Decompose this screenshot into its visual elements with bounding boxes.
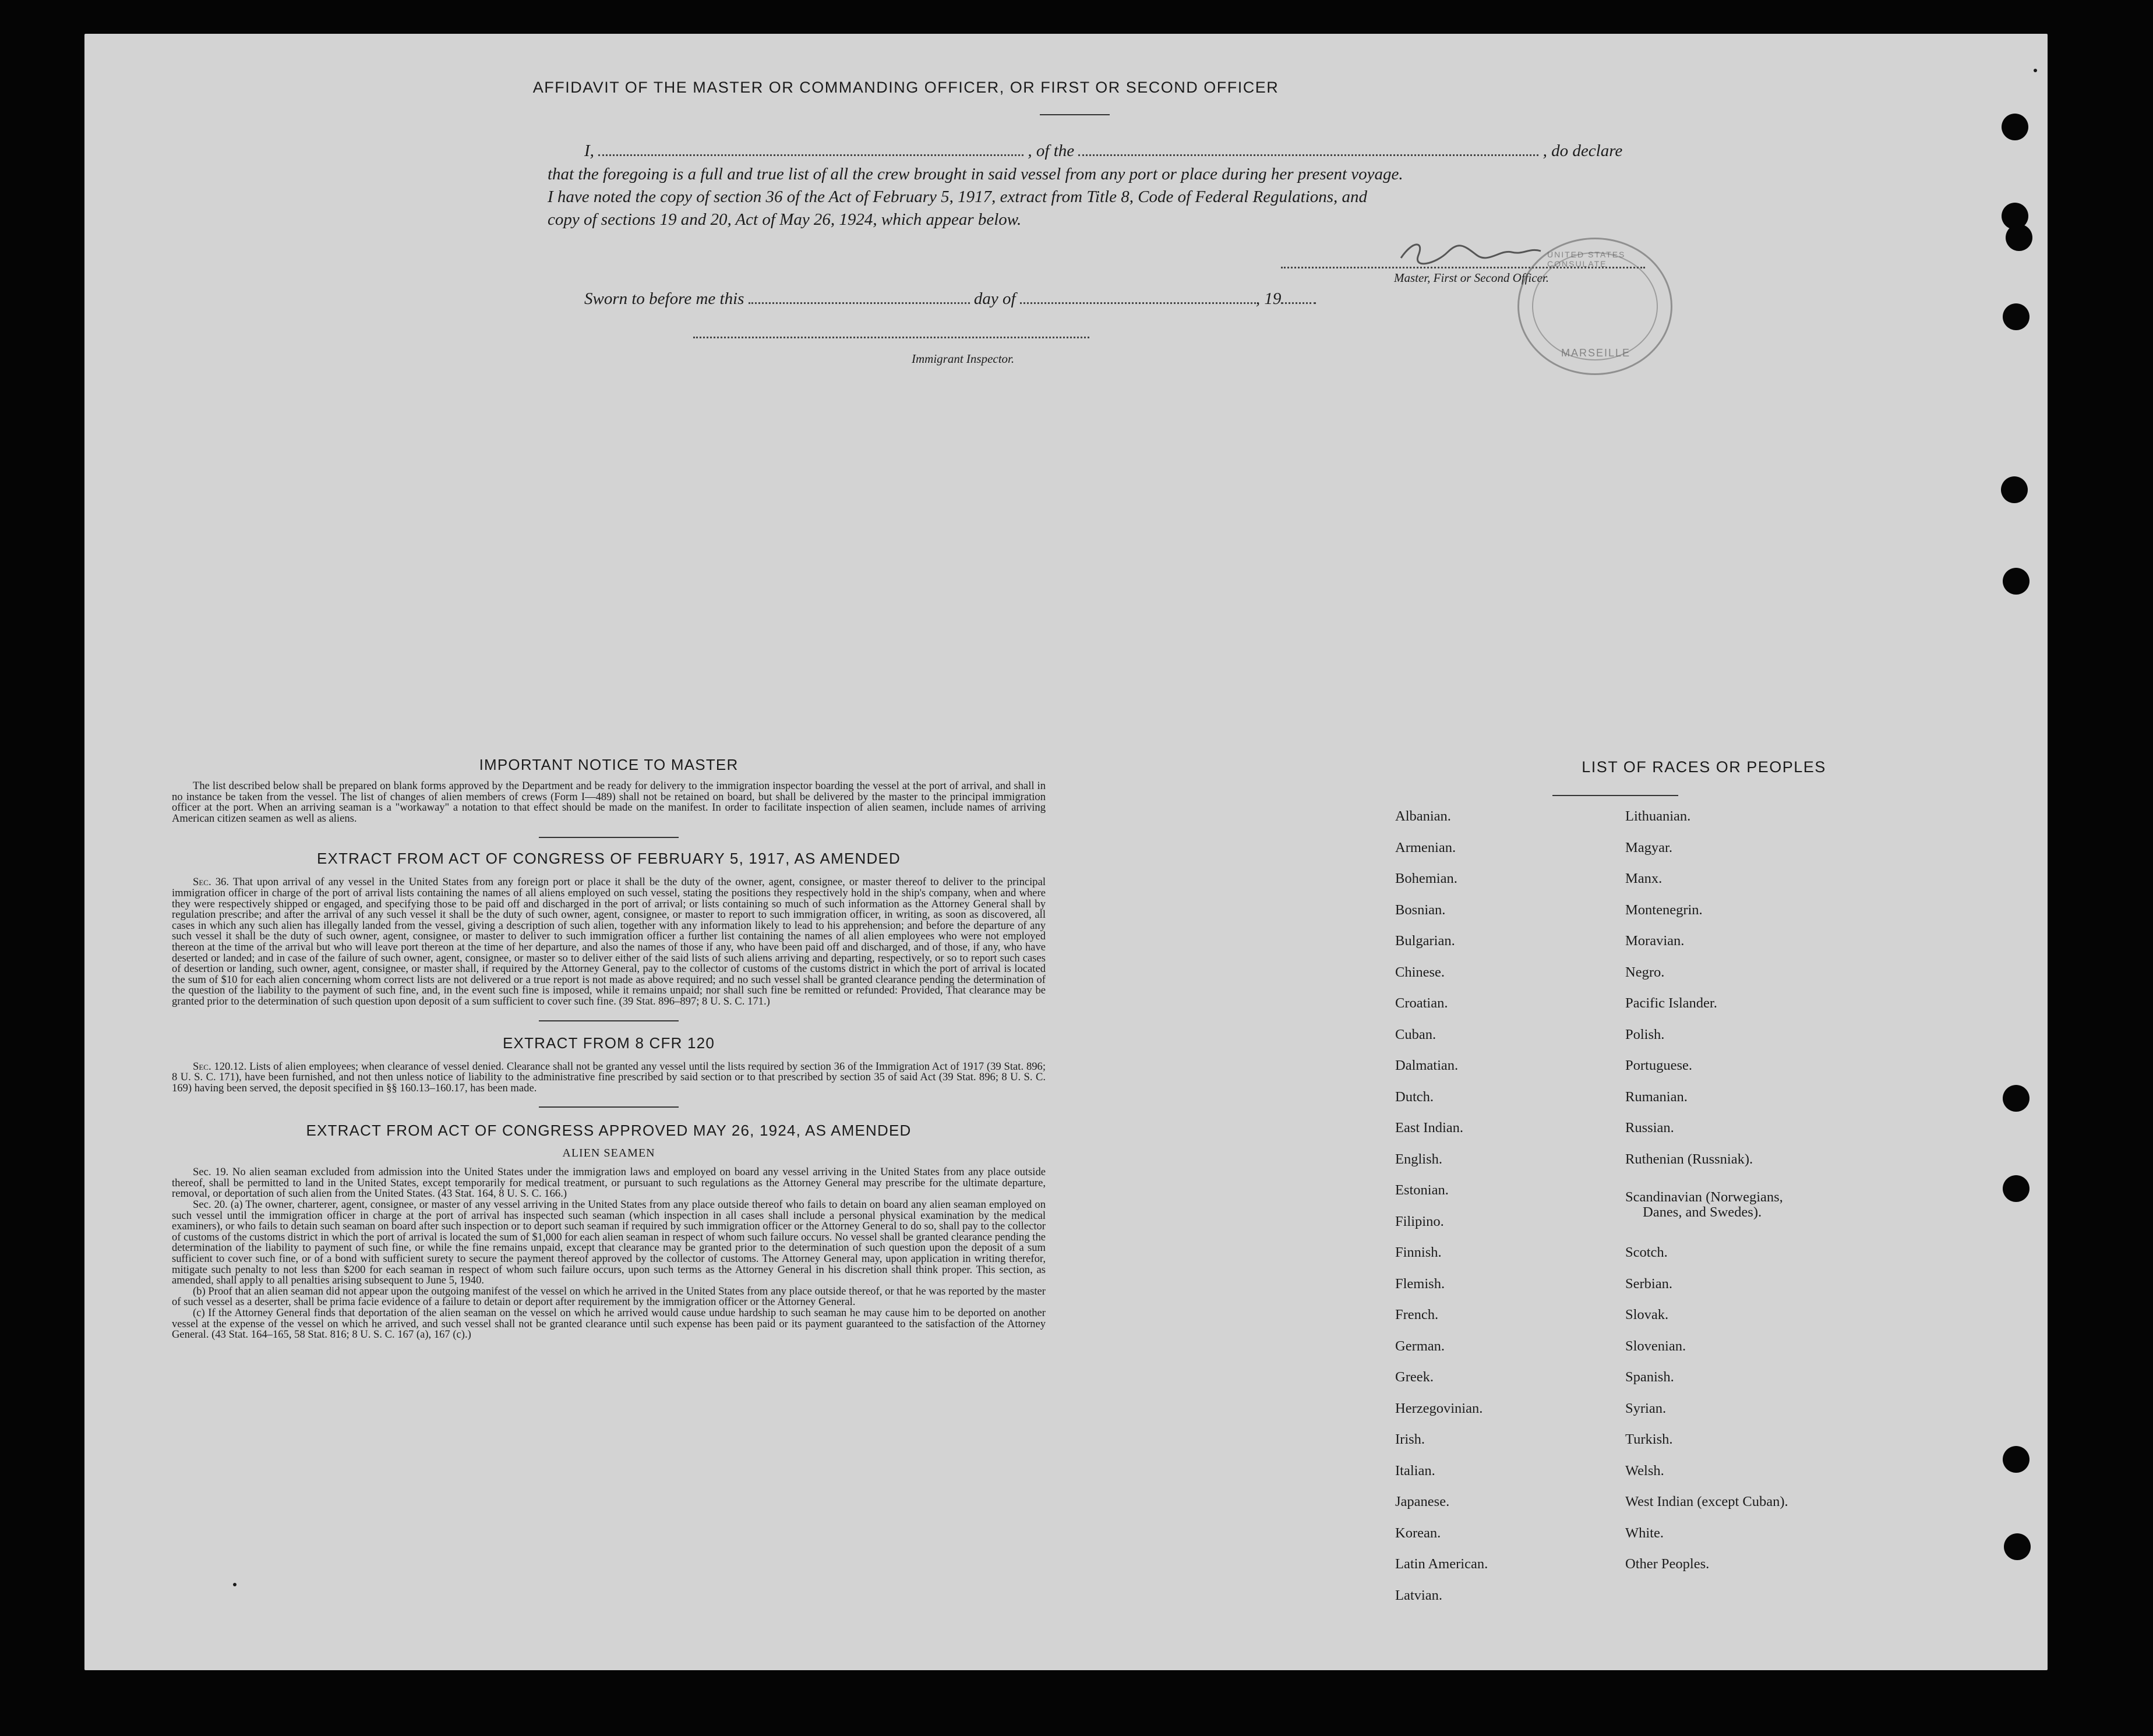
affidavit-line-2: that the foregoing is a full and true list of all the crew brought in said vessel from any port or place during her present voyage. — [548, 165, 1403, 183]
race-item: Korean. — [1395, 1525, 1441, 1541]
race-item: Syrian. — [1625, 1400, 1667, 1416]
race-item: East Indian. — [1395, 1120, 1464, 1136]
race-item: Scotch. — [1625, 1244, 1668, 1260]
punch-hole — [2006, 224, 2032, 251]
race-item: Rumanian. — [1625, 1088, 1688, 1105]
punch-hole — [2004, 1533, 2031, 1560]
race-item: Flemish. — [1395, 1275, 1445, 1292]
extract3-subtitle: ALIEN SEAMEN — [562, 1147, 655, 1160]
races-title: LIST OF RACES OR PEOPLES — [1582, 758, 1826, 776]
race-item: Japanese. — [1395, 1494, 1450, 1509]
signature-scribble — [1395, 235, 1547, 270]
race-item: Latvian. — [1395, 1587, 1442, 1603]
race-item: Chinese. — [1395, 964, 1445, 980]
extract3-title: EXTRACT FROM ACT OF CONGRESS APPROVED MAY 26, 1924, AS AMENDED — [306, 1122, 912, 1140]
race-item: Dalmatian. — [1395, 1058, 1459, 1073]
notices-column — [172, 756, 1046, 1341]
extract3-p3: (b) Proof that an alien seaman did not appear upon the outgoing manifest of the vessel on which he arrived in the United States from any place outside thereof, or that he was reported by the master of such vessel as a deserter, shall be prima facie evidence of a failure to detain or deport after requirement by the immigration officer or the Attorney General. — [172, 1285, 1046, 1309]
punch-hole — [2002, 114, 2028, 140]
extract3-p1: Sec. 19. No alien seaman excluded from admission into the United States under the immigration laws and employed on board any vessel arriving in the United States from any place outside thereof, shall be permitted to land in the United States, except temporarily for medical treatment, or pursuant to such regulations as the Attorney General may prescribe for the ultimate departure, removal, or deportation of such alien from the United States. (43 Stat. 164, 8 U. S. C. 166.) — [172, 1166, 1046, 1200]
race-item: Dutch. — [1395, 1088, 1434, 1105]
signature-label: Master, First or Second Officer. — [1394, 271, 1549, 285]
punch-hole — [2003, 303, 2030, 330]
affidavit-line-3: I have noted the copy of section 36 of the Act of February 5, 1917, extract from Title 8, Code of Federal Regulations, and — [548, 188, 1368, 206]
notice-title: IMPORTANT NOTICE TO MASTER — [479, 756, 739, 773]
race-item: Cuban. — [1395, 1026, 1436, 1042]
race-item: Finnish. — [1395, 1244, 1442, 1260]
race-item: Turkish. — [1625, 1431, 1673, 1447]
race-item: Armenian. — [1395, 839, 1456, 855]
speck — [2034, 69, 2037, 72]
extract2-title: EXTRACT FROM 8 CFR 120 — [503, 1034, 715, 1052]
races-rule — [1552, 795, 1678, 796]
speck — [233, 1583, 237, 1586]
race-item: Irish. — [1395, 1431, 1425, 1447]
stamp-top-text: UNITED STATES CONSULATE — [1547, 250, 1626, 268]
race-item: Bosnian. — [1395, 901, 1446, 918]
extract1-text: Sec. 36. That upon arrival of any vessel in the United States from any foreign port or place it shall be the duty of the owner, agent, consignee, or master thereof to deliver to the principal immigration officer in charge of the port of arrival lists containing the names of all aliens employed on such vessel, stating the positions they respectively hold in the ship's company, when and where they were respectively shipped or engaged, and specifying those to be paid off and discharged in the port of arrival; or lists containing so much of such information as the Attorney General shall by regulation prescribe; and after the arrival of any such vessel it shall be the duty of such owner, agent, consignee, or master to report to such immigration officer, in writing, as soon as discovered, all cases in which any such alien has illegally landed from the vessel, giving a description of such alien, together with any information likely to lead to his apprehension; and before the departure of any such vessel it shall be the duty of such owner, agent, consignee, or master to deliver to such immigration officer a further list containing the names of all alien employees who were not employed thereon at the time of the arrival but who will leave port thereon at the time of her departure, and also the names of those if any, who have been paid off and discharged, and of those, if any, who have deserted or landed; and in case of the failure of such owner, agent, consignee, or master so to deliver either of the said lists of such aliens arriving and departing, respectively, or so to report such cases of desertion or landing, such owner, agent, consignee, or master shall, if required by the Attorney General, pay to the collector of customs of the customs district in which the port of arrival is located the sum of $10 for each alien concerning whom correct lists are not delivered or a true report is not made as above required; and no such vessel shall be granted clearance pending the determination of the question of the liability to the payment of such fine, and, in the event such fine is imposed, while it remains unpaid; nor shall such fine be remitted or refunded: Provided, That clearance may be granted prior to the determination of such question upon deposit of a sum sufficient to cover such fine. (39 Stat. 896–897; 8 U. S. C. 171.) — [172, 876, 1046, 1007]
extract2-text: Sec. 120.12. Lists of alien employees; when clearance of vessel denied. Clearance shall not be granted any vessel until the lists required by section 36 of the Immigration Act of 1917 (39 Stat. 896; 8 U. S. C. 171), have been furnished, and not then unless notice of liability to the administrative fine prescribed by said section or to that prescribed by section 35 of said Act (39 Stat. 896; 8 U. S. C. 169) having been served, the deposit specified in §§ 160.13–160.17, has been made. — [172, 1060, 1046, 1094]
race-item: Manx. — [1625, 871, 1663, 886]
inspector-label: Immigrant Inspector. — [912, 352, 1015, 366]
race-item: Welsh. — [1625, 1462, 1664, 1479]
affidavit-line-4: copy of sections 19 and 20, Act of May 26, 1924, which appear below. — [548, 210, 1022, 229]
race-item: Slovak. — [1625, 1307, 1669, 1323]
race-item: Spanish. — [1625, 1369, 1674, 1385]
affidavit-title: AFFIDAVIT OF THE MASTER OR COMMANDING OFFICER, OR FIRST OR SECOND OFFICER — [532, 79, 1279, 96]
race-item: Scandinavian (Norwegians, — [1625, 1189, 1783, 1205]
race-item: Lithuanian. — [1625, 808, 1691, 824]
extract1-title: EXTRACT FROM ACT OF CONGRESS OF FEBRUARY 5, 1917, AS AMENDED — [317, 850, 901, 868]
race-item: Greek. — [1395, 1369, 1434, 1385]
sworn-line: Sworn to before me this day of , 19 — [584, 288, 1316, 310]
punch-hole — [2003, 1446, 2030, 1473]
race-item: Montenegrin. — [1625, 901, 1703, 918]
extract3-p4: (c) If the Attorney General finds that deportation of the alien seaman on the vessel on which he arrived would cause undue hardship to such seaman he may cause him to be deported on another vessel at the expense of the vessel on which he arrived, and such vessel shall not be granted clearance until such expense has been paid or its payment guaranteed to the satisfaction of the Attorney General. (43 Stat. 164–165, 58 Stat. 816; 8 U. S. C. 167 (a), 167 (c).) — [172, 1307, 1046, 1341]
race-item: Herzegovinian. — [1395, 1400, 1483, 1416]
race-item: Pacific Islander. — [1625, 995, 1717, 1011]
race-item: Croatian. — [1395, 995, 1448, 1011]
race-item: French. — [1395, 1307, 1439, 1323]
race-item: Serbian. — [1625, 1275, 1672, 1292]
punch-hole — [2003, 1175, 2030, 1202]
race-item: English. — [1395, 1151, 1442, 1167]
race-item: German. — [1395, 1338, 1445, 1354]
race-item: Slovenian. — [1625, 1338, 1686, 1354]
race-item: Bohemian. — [1395, 871, 1457, 886]
punch-hole — [2001, 476, 2028, 503]
affidavit-line-1: I, , of the , do declare — [584, 142, 1623, 160]
notice-text: The list described below shall be prepared on blank forms approved by the Department and be ready for delivery to the immigration inspector boarding the vessel at the port of arrival, and shall in no instance be taken from the vessel. The list of changes of alien members of crews (Form I—489) shall not be retained on board, but shall be delivered by the master to the principal immigration officer at the port. When an arriving seaman is a "workaway" a notation to that effect should be made on the manifest. In order to facilitate inspection of alien seamen, include names of arriving American citizen seamen as well as aliens. — [172, 780, 1046, 825]
stamp-bottom-text: MARSEILLE — [1561, 347, 1631, 359]
race-item: Albanian. — [1395, 808, 1451, 824]
punch-hole — [2003, 1085, 2030, 1112]
document-page — [84, 34, 2048, 1670]
race-item: Estonian. — [1395, 1182, 1449, 1198]
race-item: Polish. — [1625, 1026, 1665, 1042]
consulate-stamp — [1517, 238, 1672, 375]
race-item: Magyar. — [1625, 839, 1672, 855]
inspector-line — [693, 337, 1089, 338]
race-item: Negro. — [1625, 964, 1665, 980]
extract3-p2: Sec. 20. (a) The owner, charterer, agent, consignee, or master of any vessel arriving in the United States from any place outside thereof who fails to detain on board any alien seaman employed on such vessel until the immigration officer in charge at the port of arrival has inspected such seaman (which inspection in all cases shall include a personal physical examination by the medical examiners), or who fails to detain such seaman on board after such inspection or to deport such seaman if required by such immigration officer or the Attorney General to do so, shall pay to the collector of customs of the customs district in which the port of arrival is located the sum of $1,000 for each alien seaman in respect of whom such failure occurs. No vessel shall be granted clearance pending the determination of the liability to payment of such fine, or while the fine remains unpaid, except that clearance may be granted prior to the determination of such question upon the deposit of a sum sufficient to cover such fine, or of a bond with sufficient surety to secure the payment thereof approved by the collector of customs. The Attorney General may, upon application in writing therefor, mitigate such penalty to not less than $200 for each seaman in respect of whom such failure occurs, upon such terms as the Attorney General in his discretion shall think proper. This section, as amended, shall apply to all penalties arising subsequent to June 5, 1940. — [172, 1198, 1046, 1287]
race-item: Danes, and Swedes). — [1643, 1204, 1762, 1220]
punch-hole — [2003, 568, 2030, 595]
race-item: Other Peoples. — [1625, 1556, 1710, 1572]
race-item: Italian. — [1395, 1462, 1435, 1479]
race-item: White. — [1625, 1525, 1664, 1541]
race-item: Portuguese. — [1625, 1058, 1692, 1073]
race-item: Bulgarian. — [1395, 933, 1455, 949]
title-rule — [1040, 114, 1110, 115]
race-item: Moravian. — [1625, 933, 1685, 949]
race-item: West Indian (except Cuban). — [1625, 1494, 1788, 1509]
race-item: Filipino. — [1395, 1213, 1444, 1229]
race-item: Latin American. — [1395, 1556, 1488, 1572]
race-item: Ruthenian (Russniak). — [1625, 1151, 1753, 1167]
race-item: Russian. — [1625, 1120, 1674, 1136]
